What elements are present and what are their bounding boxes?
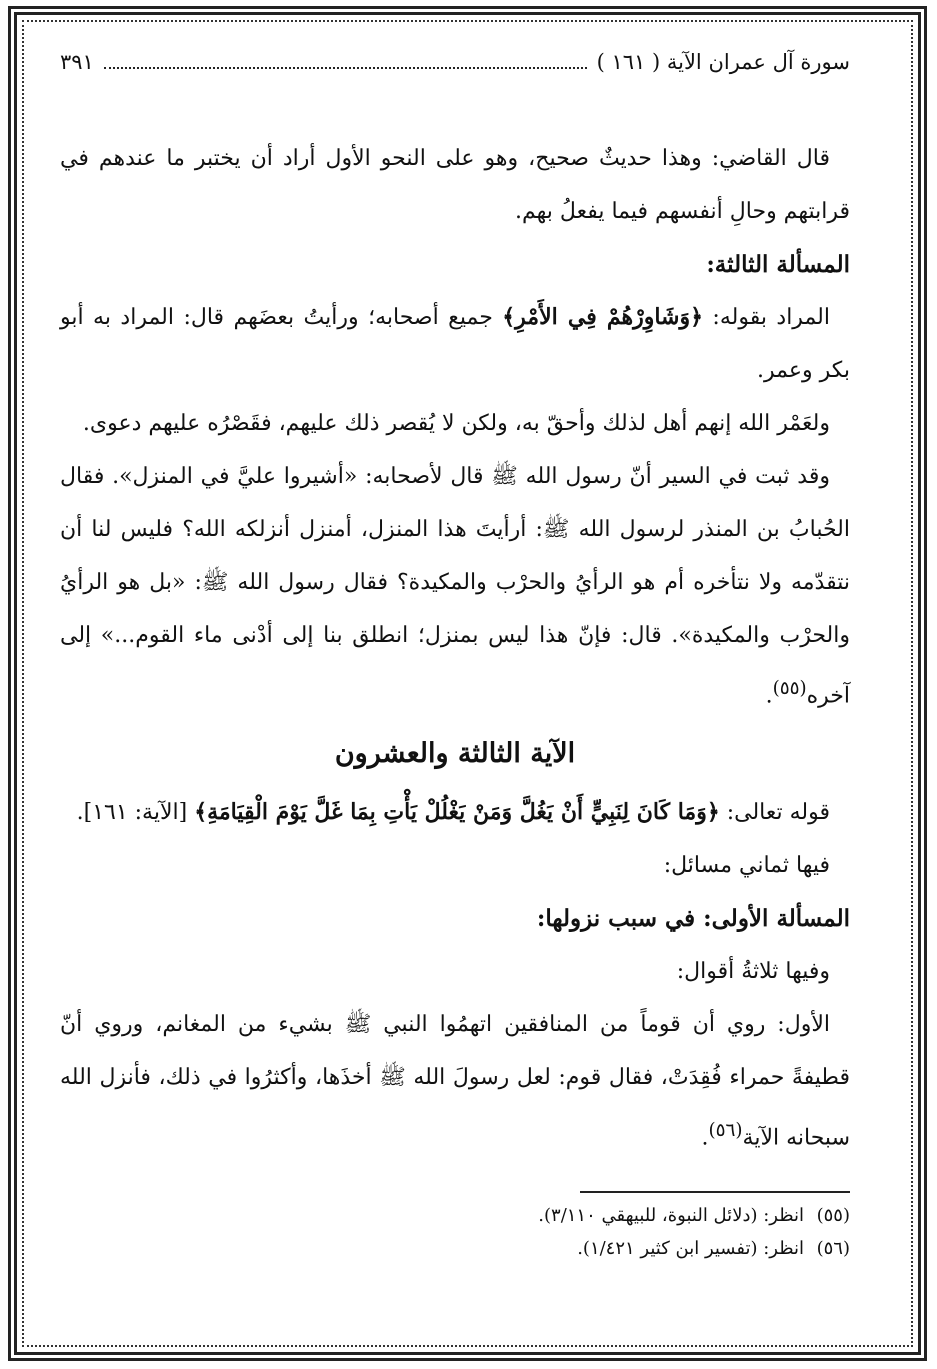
heading-third-issue: المسألة الثالثة: xyxy=(706,251,850,278)
paragraph-7 xyxy=(60,945,850,998)
paragraph-2-start: المراد بقوله: xyxy=(702,305,830,330)
header-title: سورة آل عمران الآية ( ١٦١ ) xyxy=(596,50,850,74)
paragraph-4-tail: . xyxy=(765,683,773,709)
footnote-56-number: (٥٦) xyxy=(816,1237,850,1259)
paragraph-5-end: [الآية: ١٦١]. xyxy=(76,800,195,826)
section-title: الآية الثالثة والعشرون xyxy=(334,738,576,770)
paragraph-8 xyxy=(60,998,850,1164)
footnote-55 xyxy=(60,1199,850,1232)
page-number: ٣٩١ xyxy=(60,50,94,74)
running-header xyxy=(60,40,850,84)
quran-quote-1: ﴿وَشَاوِرْهُمْ فِي الأَمْرِ﴾ xyxy=(502,304,703,330)
paragraph-4 xyxy=(60,450,850,722)
paragraph-8-tail: . xyxy=(701,1125,709,1151)
heading-first-issue: المسألة الأولى: في سبب نزولها: xyxy=(536,905,850,933)
paragraph-5 xyxy=(60,786,850,839)
paragraph-3 xyxy=(60,397,850,450)
paragraph-1 xyxy=(60,132,850,238)
footnote-56 xyxy=(60,1232,850,1265)
paragraph-1-text: قال القاضي: وهذا حديثٌ صحيح، وهو على النحو الأول أراد أن يختبر ما عندهم في قرابتهم وحالِ أنفسهم فيما يفعلُ بهم. xyxy=(60,146,850,224)
footnote-56-text: انظر: (تفسير ابن كثير ١/٤٢١). xyxy=(577,1237,804,1259)
paragraph-7-text: وفيها ثلاثةُ أقوال: xyxy=(676,959,830,985)
paragraph-5-start: قوله تعالى: xyxy=(719,800,830,826)
footnote-ref-56: (٥٦) xyxy=(708,1120,743,1142)
quran-quote-2: ﴿وَمَا كَانَ لِنَبِيٍّ أَنْ يَغُلَّ وَمَنْ يَغْلُلْ يَأْتِ بِمَا غَلَّ يَوْمَ الْقِيَامَةِ﴾ xyxy=(194,799,720,826)
footnote-55-number: (٥٥) xyxy=(816,1204,850,1226)
paragraph-6-text: فيها ثماني مسائل: xyxy=(663,853,830,879)
footnote-ref-55: (٥٥) xyxy=(772,678,807,699)
footnote-55-text: انظر: (دلائل النبوة، للبيهقي ٣/١١٠). xyxy=(538,1204,804,1226)
paragraph-4-text: وقد ثبت في السير أنّ رسول الله ﷺ قال لأصحابه: «أشيروا عليَّ في المنزل». فقال الحُبابُ بن المنذر لرسول الله ﷺ: أرأيتَ هذا المنزل، أمنزل أنزلكه الله؟ فليس لنا أن نتقدّمه ولا نتأخره أم هو الرأيُ والحرْب والمكيدة؟ فقال رسول الله ﷺ: «بل هو الرأيُ والحرْب والمكيدة». قال: فإنّ هذا ليس بمنزل؛ انطلق بنا إلى أدْنى ماء القوم...» إلى آخره xyxy=(60,464,850,709)
paragraph-2 xyxy=(60,291,850,397)
header-dotted-leader xyxy=(104,41,587,69)
paragraph-8-text: الأول: روي أن قوماً من المنافقين اتهمُوا النبي ﷺ بشيء من المغانم، وروي أنّ قطيفةً حمراء فُقِدَتْ، فقال قوم: لعل رسولَ الله ﷺ أخذَها، وأكثرُوا في ذلك، فأنزل الله سبحانه الآية xyxy=(60,1012,850,1151)
paragraph-3-text: ولعَمْر الله إنهم أهل لذلك وأحقّ به، ولكن لا يُقصر ذلك عليهم، فقَصْرُه عليهم دعوى. xyxy=(82,411,830,436)
paragraph-2-end: جميع أصحابه؛ ورأيتُ بعضَهم قال: المراد به أبو بكر وعمر. xyxy=(60,305,850,383)
book-page xyxy=(60,40,850,1330)
paragraph-6 xyxy=(60,839,850,892)
footnote-separator xyxy=(580,1191,850,1193)
